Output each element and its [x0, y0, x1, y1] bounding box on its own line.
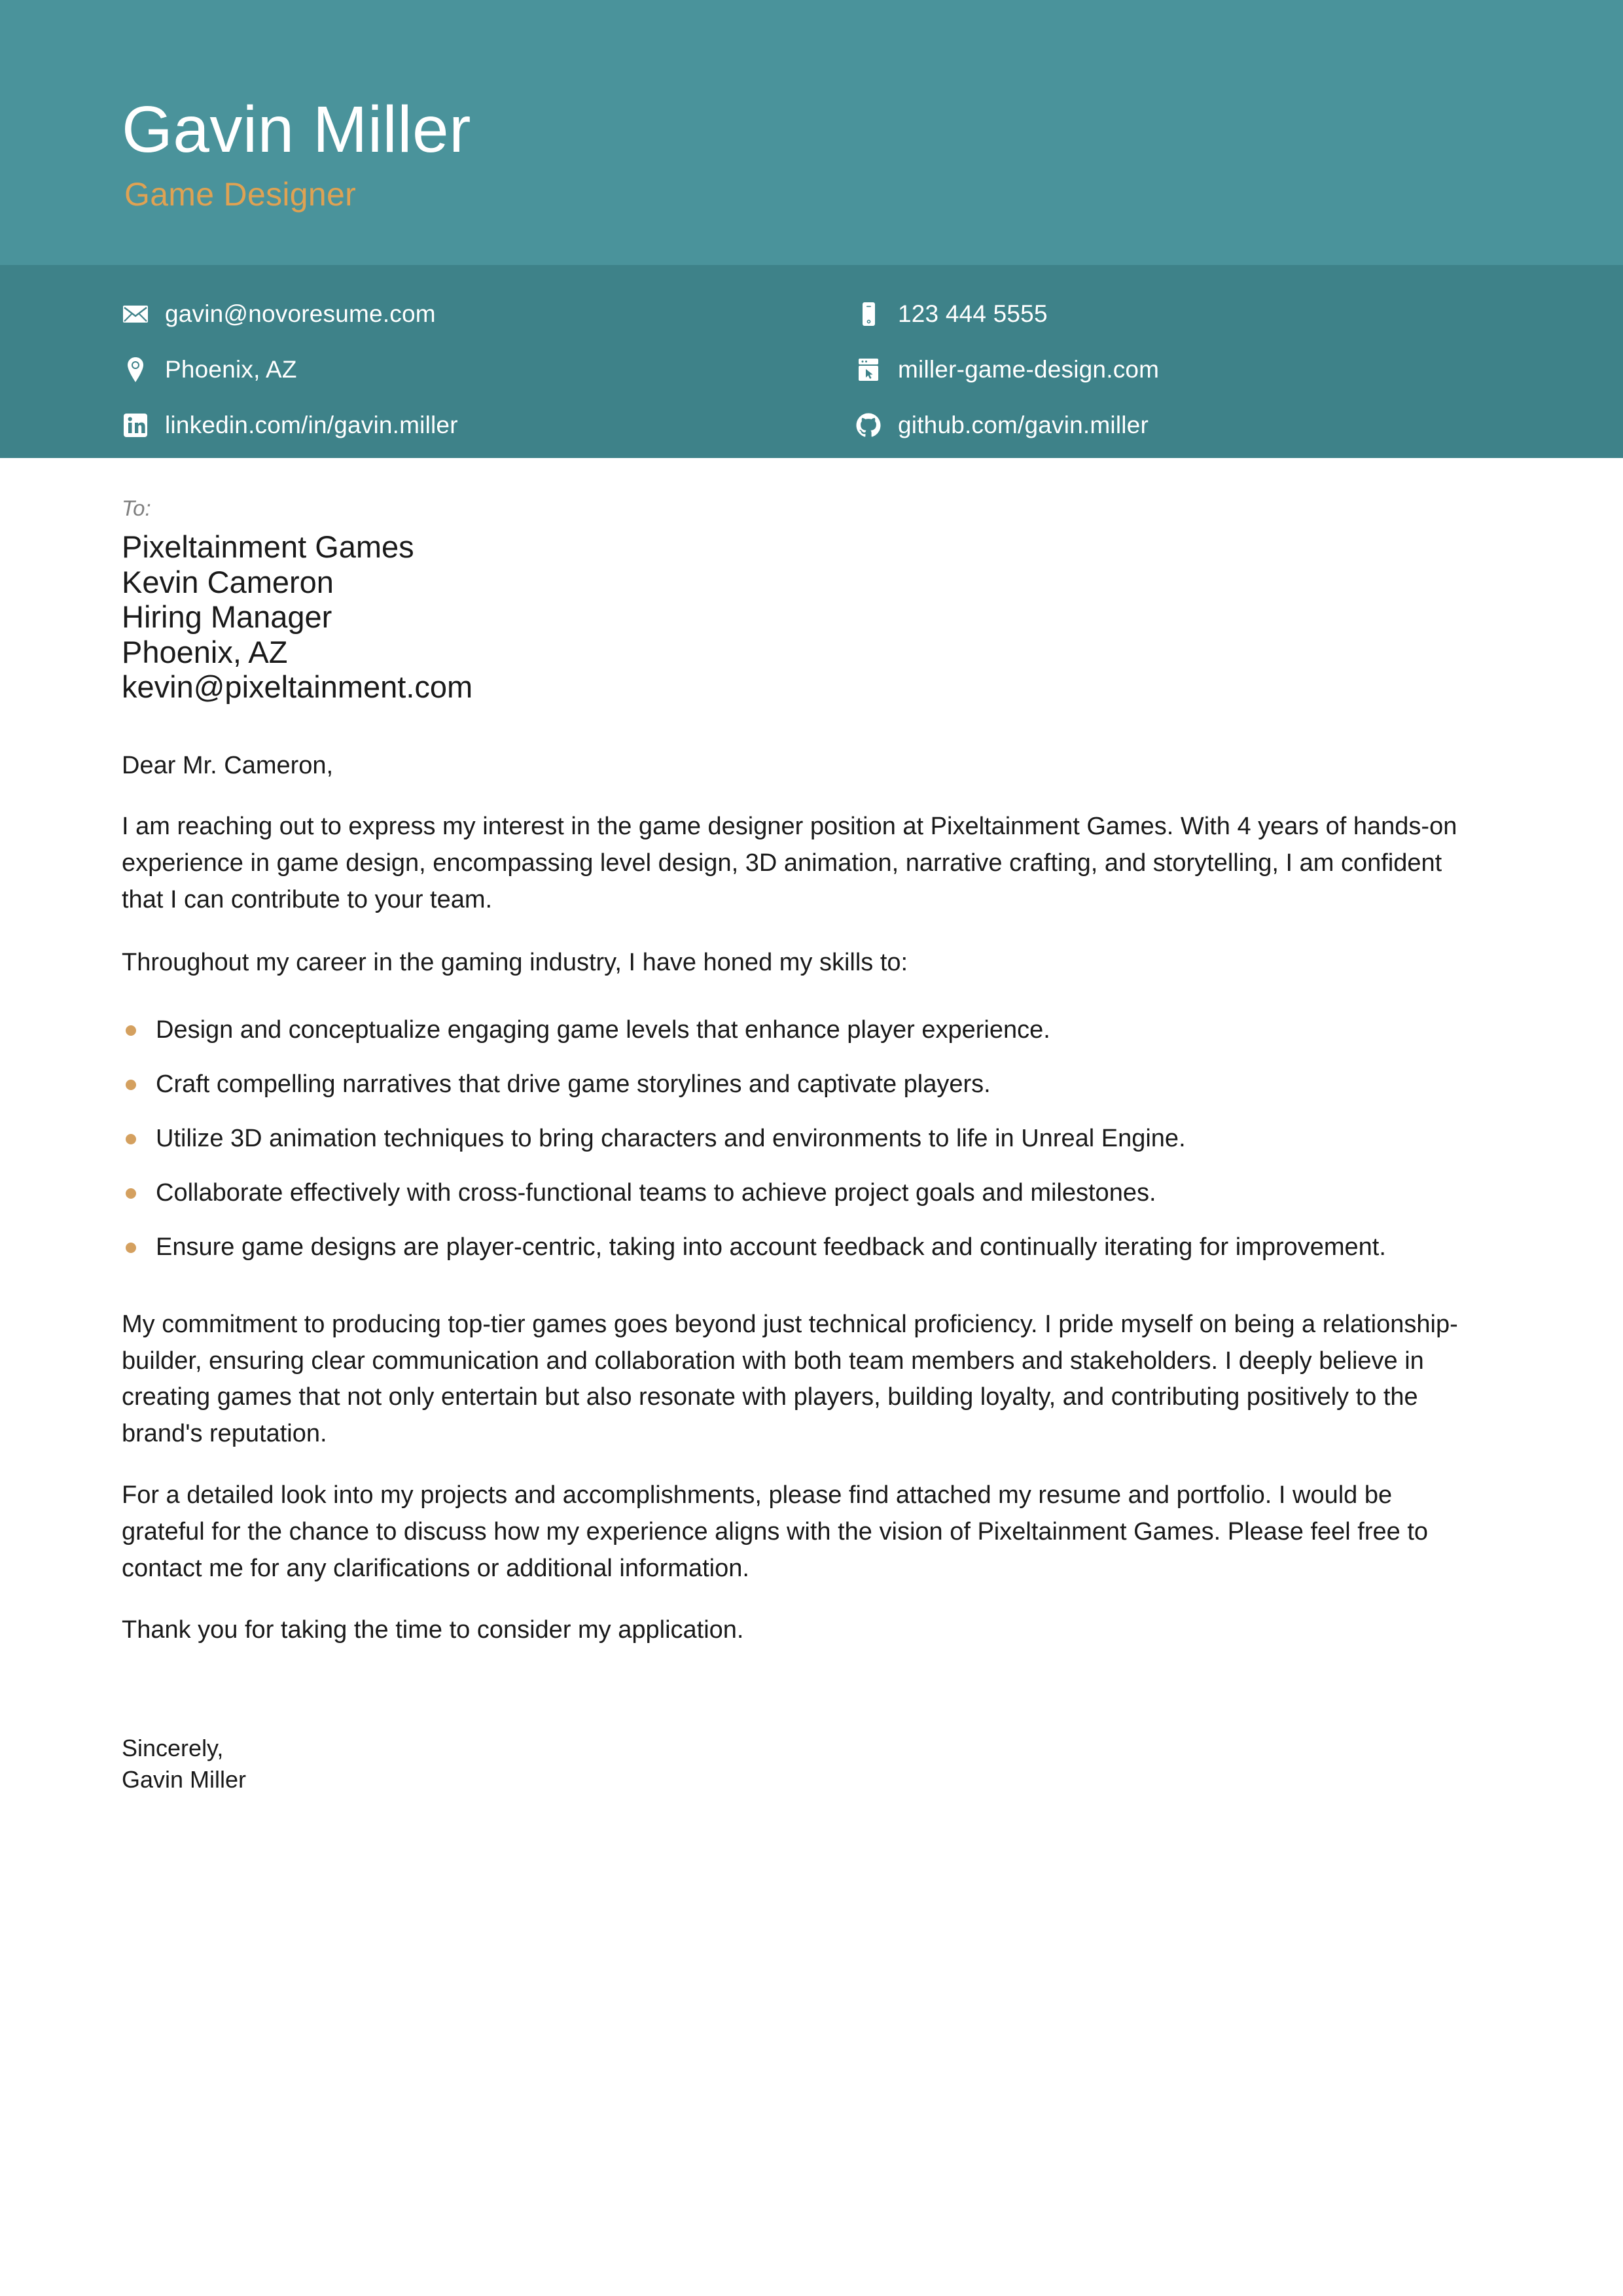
website-icon	[855, 356, 882, 383]
contact-item-email[interactable]	[122, 286, 855, 342]
contact-band	[0, 265, 1623, 458]
github-icon	[855, 412, 882, 439]
bullet-dot-icon	[126, 1080, 136, 1090]
bullet-dot-icon	[126, 1134, 136, 1144]
contact-phone-label: 123 444 5555	[898, 300, 1048, 327]
contact-website-label: miller-game-design.com	[898, 355, 1160, 383]
skills-list	[122, 1012, 1496, 1265]
recipient-location: Phoenix, AZ	[122, 634, 288, 669]
list-item	[122, 1121, 1478, 1157]
list-item	[122, 1175, 1478, 1212]
linkedin-icon	[122, 412, 149, 439]
contact-linkedin-label: linkedin.com/in/gavin.miller	[165, 411, 458, 438]
contact-location-label: Phoenix, AZ	[165, 355, 297, 383]
list-item-label: Ensure game designs are player-centric, taking into account feedback and continually iterating for improvement.	[156, 1233, 1386, 1261]
to-label: To:	[122, 496, 151, 520]
list-item	[122, 1229, 1478, 1266]
paragraph-attachments: For a detailed look into my projects and accomplishments, please find attached my resume and portfolio. I would be grateful for the chance to discuss how my experience aligns with the vision of Pixeltainment Games. Please feel free to contact me for any clarifications or additional information.	[122, 1481, 1429, 1582]
header-band	[0, 0, 1623, 265]
bullet-dot-icon	[126, 1243, 136, 1253]
paragraph-thanks: Thank you for taking the time to consider my application.	[122, 1616, 744, 1644]
contact-item-website[interactable]	[855, 342, 1496, 397]
bullet-dot-icon	[126, 1025, 136, 1036]
list-item	[122, 1067, 1478, 1103]
recipient-block	[122, 497, 1496, 705]
bullet-dot-icon	[126, 1188, 136, 1199]
page-title: Gavin Miller	[122, 93, 471, 166]
closing-label: Sincerely,	[122, 1734, 224, 1761]
recipient-company: Pixeltainment Games	[122, 529, 414, 564]
recipient-role: Hiring Manager	[122, 599, 332, 635]
contact-item-linkedin[interactable]	[122, 397, 855, 453]
list-item-label: Collaborate effectively with cross-functional teams to achieve project goals and milestones.	[156, 1179, 1156, 1207]
contact-grid	[122, 286, 1496, 453]
list-item-label: Design and conceptualize engaging game levels that enhance player experience.	[156, 1016, 1050, 1044]
contact-github-label: github.com/gavin.miller	[898, 411, 1149, 438]
list-item	[122, 1012, 1478, 1049]
phone-icon	[855, 300, 882, 328]
envelope-icon	[122, 300, 149, 328]
paragraph-skills-lead: Throughout my career in the gaming industry, I have honed my skills to:	[122, 948, 908, 976]
salutation: Dear Mr. Cameron,	[122, 751, 334, 779]
paragraph-intro: I am reaching out to express my interest in the game designer position at Pixeltainment Games. With 4 years of hands-on experience in game design, encompassing level design, 3D animation, narrative crafting, and storytelling, I am confident that I can contribute to your team.	[122, 812, 1457, 913]
location-pin-icon	[122, 356, 149, 383]
contact-item-github[interactable]	[855, 397, 1496, 453]
list-item-label: Utilize 3D animation techniques to bring characters and environments to life in Unreal Engine.	[156, 1125, 1186, 1153]
recipient-name: Kevin Cameron	[122, 564, 334, 599]
job-title: Game Designer	[124, 176, 357, 213]
signature-name: Gavin Miller	[122, 1765, 247, 1793]
recipient-email: kevin@pixeltainment.com	[122, 669, 473, 705]
letter-body	[122, 497, 1496, 1795]
list-item-label: Craft compelling narratives that drive game storylines and captivate players.	[156, 1070, 991, 1099]
contact-item-location[interactable]	[122, 342, 855, 397]
contact-email-label: gavin@novoresume.com	[165, 300, 436, 327]
signoff-block	[122, 1733, 1496, 1795]
paragraph-commitment: My commitment to producing top-tier games goes beyond just technical proficiency. I pride myself on being a relationship-builder, ensuring clear communication and collaboration with both team members and stakeholders. I deeply believe in creating games that not only entertain but also resonate with players, building loyalty, and contributing positively to the brand's reputation.	[122, 1310, 1458, 1448]
contact-item-phone[interactable]	[855, 286, 1496, 342]
